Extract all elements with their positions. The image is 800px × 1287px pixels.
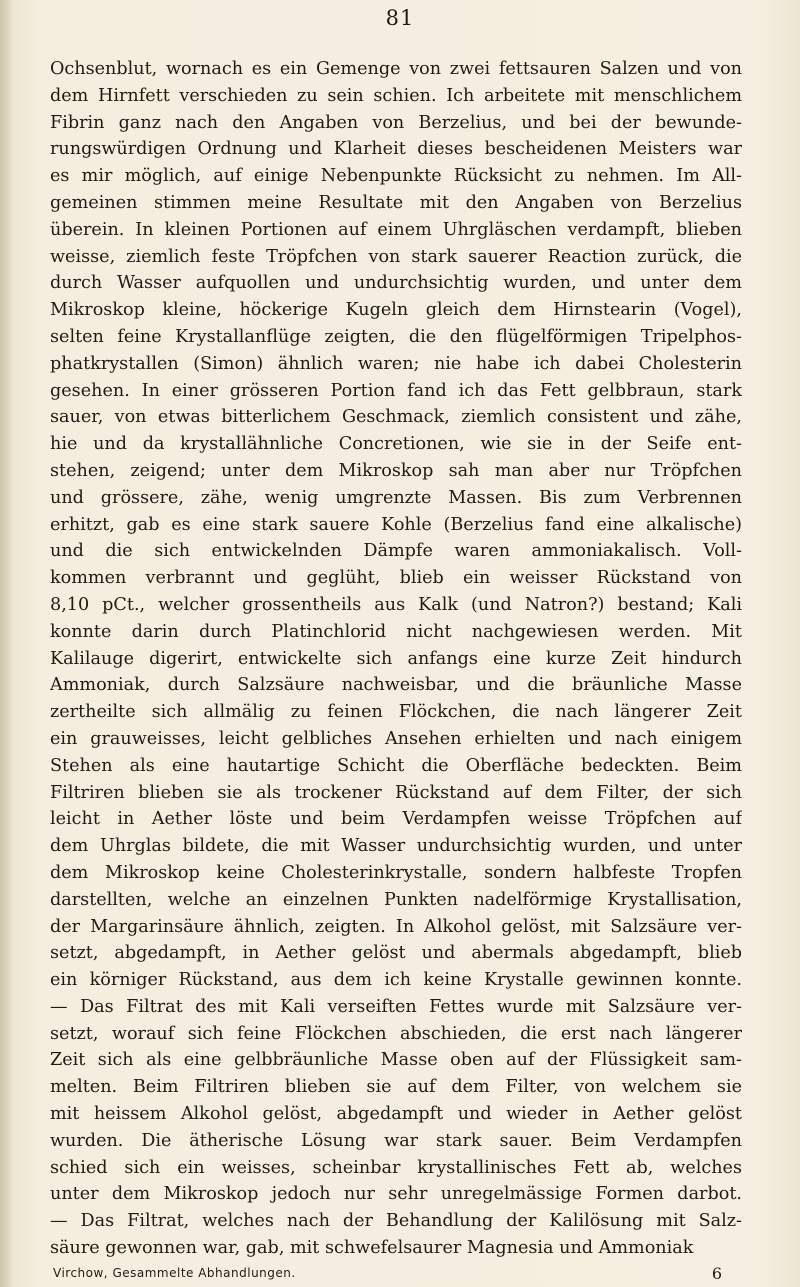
text-line: säure gewonnen war, gab, mit schwefelsaurer Magnesia und Ammoniak — [50, 1238, 694, 1259]
text-line: — Das Filtrat des mit Kali verseiften Fettes wurde mit Salzsäure ver- — [50, 996, 742, 1017]
text-line: Kalilauge digerirt, entwickelte sich anfangs eine kurze Zeit hindurch — [50, 648, 742, 669]
text-line: gesehen. In einer grösseren Portion fand ich das Fett gelbbraun, stark — [50, 380, 742, 401]
text-line: melten. Beim Filtriren blieben sie auf dem Filter, von welchem sie — [50, 1077, 742, 1098]
text-line: der Margarinsäure ähnlich, zeigten. In Alkohol gelöst, mit Salzsäure ver- — [50, 916, 742, 937]
text-line: schied sich ein weisses, scheinbar krystallinisches Fett ab, welches — [50, 1157, 742, 1178]
text-line: rungswürdigen Ordnung und Klarheit dieses bescheidenen Meisters war — [50, 139, 742, 160]
text-line: 8,10 pCt., welcher grossentheils aus Kalk (und Natron?) bestand; Kali — [50, 594, 742, 615]
body-text — [50, 56, 742, 1262]
text-line: hie und da krystallähnliche Concretionen, wie sie in der Seife ent- — [50, 434, 742, 455]
text-line: Zeit sich als eine gelbbräunliche Masse oben auf der Flüssigkeit sam- — [50, 1050, 742, 1071]
text-line: leicht in Aether löste und beim Verdampfen weisse Tröpfchen auf — [50, 809, 742, 830]
page-footer — [50, 1264, 742, 1286]
signature-mark: 6 — [711, 1264, 722, 1283]
text-line: sauer, von etwas bitterlichem Geschmack, ziemlich consistent und zähe, — [50, 407, 742, 428]
text-line: und die sich entwickelnden Dämpfe waren ammoniakalisch. Voll- — [50, 541, 742, 562]
text-line: Fibrin ganz nach den Angaben von Berzelius, und bei der bewunde- — [50, 112, 742, 133]
text-line: setzt, worauf sich feine Flöckchen abschieden, die erst nach längerer — [50, 1023, 742, 1044]
text-line: und grössere, zähe, wenig umgrenzte Massen. Bis zum Verbrennen — [50, 487, 742, 508]
text-line: gemeinen stimmen meine Resultate mit den Angaben von Berzelius — [50, 192, 742, 213]
text-line: ein grauweisses, leicht gelbliches Ansehen erhielten und nach einigem — [50, 728, 742, 749]
text-line: Mikroskop kleine, höckerige Kugeln gleich dem Hirnstearin (Vogel), — [50, 300, 742, 321]
text-line: mit heissem Alkohol gelöst, abgedampft und wieder in Aether gelöst — [50, 1104, 742, 1125]
text-line: erhitzt, gab es eine stark sauere Kohle (Berzelius fand eine alkalische) — [50, 514, 742, 535]
text-line: ein körniger Rückstand, aus dem ich keine Krystalle gewinnen konnte. — [50, 970, 742, 991]
text-line: kommen verbrannt und geglüht, blieb ein weisser Rückstand von — [50, 568, 742, 589]
text-line: Ochsenblut, wornach es ein Gemenge von zwei fettsauren Salzen und von — [50, 59, 742, 79]
text-line: dem Uhrglas bildete, die mit Wasser undurchsichtig wurden, und unter — [50, 836, 742, 857]
footer-source: Virchow, Gesammelte Abhandlungen. — [53, 1266, 296, 1280]
binding-shadow — [0, 0, 14, 1287]
text-line: es mir möglich, auf einige Nebenpunkte Rücksicht zu nehmen. Im All- — [50, 166, 742, 187]
text-line: setzt, abgedampft, in Aether gelöst und abermals abgedampft, blieb — [50, 943, 742, 964]
text-line: zertheilte sich allmälig zu feinen Flöckchen, die nach längerer Zeit — [50, 702, 742, 723]
text-line: durch Wasser aufquollen und undurchsichtig wurden, und unter dem — [50, 273, 742, 294]
text-line: darstellten, welche an einzelnen Punkten nadelförmige Krystallisation, — [50, 889, 742, 910]
text-line: weisse, ziemlich feste Tröpfchen von stark sauerer Reaction zurück, die — [50, 246, 742, 267]
text-line: stehen, zeigend; unter dem Mikroskop sah man aber nur Tröpfchen — [50, 460, 742, 481]
page-number: 81 — [385, 6, 415, 30]
text-line: Filtriren blieben sie als trockener Rückstand auf dem Filter, der sich — [50, 782, 742, 803]
text-line: phatkrystallen (Simon) ähnlich waren; nie habe ich dabei Cholesterin — [50, 353, 742, 374]
text-line: überein. In kleinen Portionen auf einem Uhrgläschen verdampft, blieben — [50, 219, 742, 240]
text-line: Stehen als eine hautartige Schicht die Oberfläche bedeckten. Beim — [50, 755, 742, 776]
text-line: dem Hirnfett verschieden zu sein schien. Ich arbeitete mit menschlichem — [50, 85, 742, 106]
text-line: konnte darin durch Platinchlorid nicht nachgewiesen werden. Mit — [50, 621, 742, 642]
text-line: unter dem Mikroskop jedoch nur sehr unregelmässige Formen darbot. — [50, 1184, 742, 1205]
text-line: dem Mikroskop keine Cholesterinkrystalle, sondern halbfeste Tropfen — [50, 862, 742, 883]
text-line: — Das Filtrat, welches nach der Behandlung der Kalilösung mit Salz- — [50, 1211, 742, 1232]
text-line: Ammoniak, durch Salzsäure nachweisbar, und die bräunliche Masse — [50, 675, 742, 696]
text-line: selten feine Krystallanflüge zeigten, die den flügelförmigen Tripelphos- — [50, 326, 742, 347]
text-line: wurden. Die ätherische Lösung war stark sauer. Beim Verdampfen — [50, 1130, 742, 1151]
